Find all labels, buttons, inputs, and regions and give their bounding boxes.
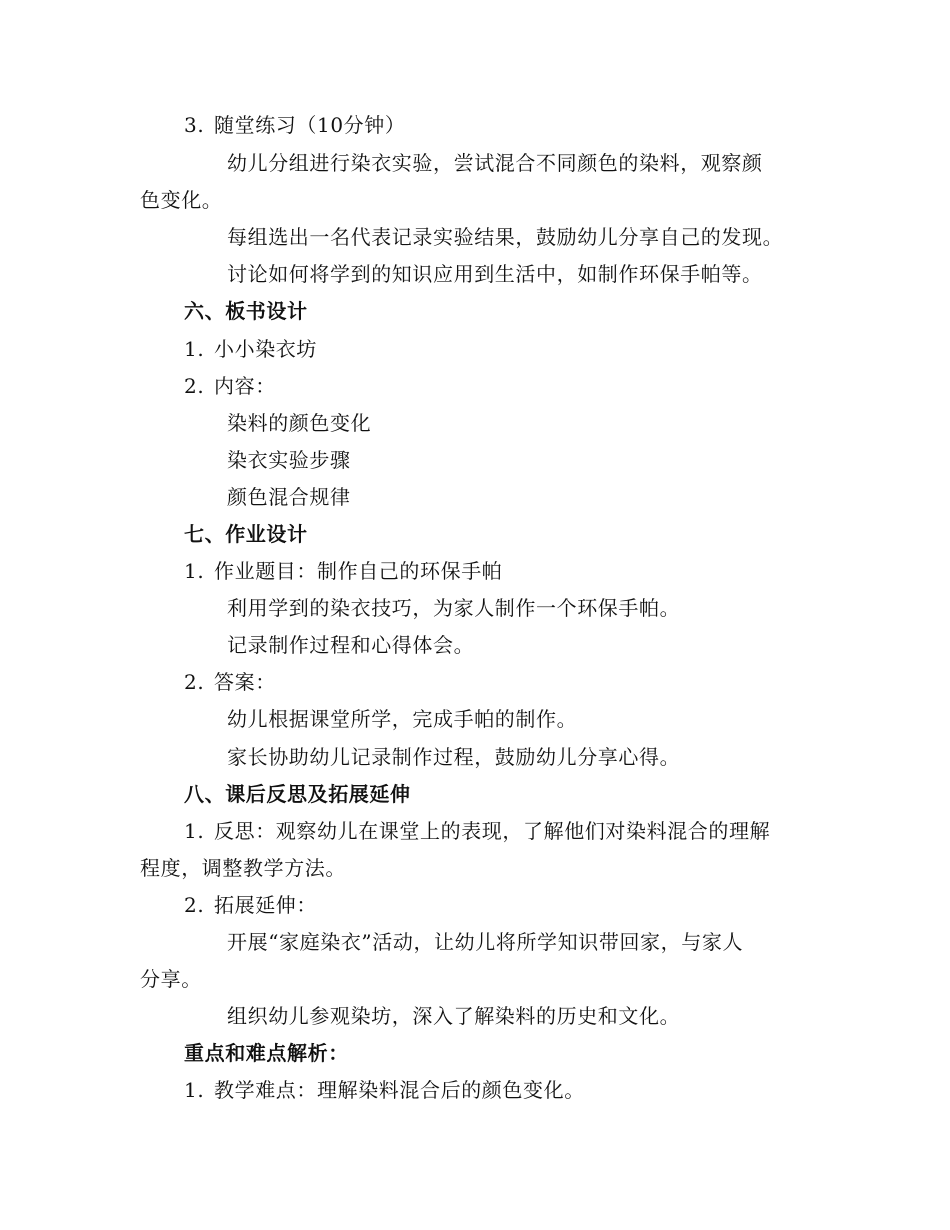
item-number: 2.: [184, 893, 205, 917]
line-text: 幼儿根据课堂所学，完成手帕的制作。: [227, 707, 578, 731]
section-heading: [184, 299, 308, 323]
line-text: 答案：: [214, 670, 276, 694]
paragraph-line: [227, 707, 577, 731]
line-text: 家长协助幼儿记录制作过程，鼓励幼儿分享心得。: [227, 745, 681, 769]
item-number: 1.: [184, 819, 205, 843]
section-heading: [184, 782, 411, 806]
item-number: 1.: [184, 559, 205, 583]
paragraph-line: [227, 411, 371, 435]
paragraph-line: [140, 967, 202, 991]
numbered-item: [184, 559, 502, 583]
paragraph-line: [227, 633, 474, 657]
numbered-item: [184, 374, 276, 398]
line-text: 随堂练习（10分钟）: [214, 113, 406, 137]
numbered-item: [184, 113, 405, 137]
paragraph-line: [227, 151, 763, 175]
paragraph-line: [227, 1004, 680, 1028]
line-text: 反思：观察幼儿在课堂上的表现，了解他们对染料混合的理解: [214, 819, 771, 843]
line-text: 每组选出一名代表记录实验结果，鼓励幼儿分享自己的发现。: [227, 225, 784, 249]
line-text: 作业题目：制作自己的环保手帕: [214, 559, 503, 583]
line-text: 八、课后反思及拓展延伸: [184, 782, 411, 806]
line-text: 内容：: [214, 374, 276, 398]
item-number: 2.: [184, 374, 205, 398]
line-text: 颜色混合规律: [227, 485, 351, 509]
section-heading: [184, 1041, 349, 1065]
numbered-item: [184, 1078, 585, 1102]
paragraph-line: [140, 856, 346, 880]
line-text: 重点和难点解析：: [184, 1041, 349, 1065]
line-text: 六、板书设计: [184, 299, 308, 323]
line-text: 开展“家庭染衣”活动，让幼儿将所学知识带回家，与家人: [227, 930, 744, 954]
line-text: 教学难点：理解染料混合后的颜色变化。: [214, 1078, 585, 1102]
line-text: 讨论如何将学到的知识应用到生活中，如制作环保手帕等。: [227, 262, 763, 286]
item-number: 2.: [184, 670, 205, 694]
item-number: 3.: [184, 113, 205, 137]
paragraph-line: [227, 596, 680, 620]
line-text: 记录制作过程和心得体会。: [227, 633, 475, 657]
numbered-item: [184, 337, 317, 361]
numbered-item: [184, 819, 770, 843]
line-text: 分享。: [140, 967, 202, 991]
line-text: 幼儿分组进行染衣实验，尝试混合不同颜色的染料，观察颜: [227, 151, 763, 175]
line-text: 拓展延伸：: [214, 893, 317, 917]
item-number: 1.: [184, 1078, 205, 1102]
line-text: 染衣实验步骤: [227, 448, 351, 472]
paragraph-line: [227, 448, 351, 472]
paragraph-line: [227, 745, 680, 769]
paragraph-line: [140, 188, 222, 212]
paragraph-line: [227, 225, 783, 249]
line-text: 组织幼儿参观染坊，深入了解染料的历史和文化。: [227, 1004, 681, 1028]
line-text: 色变化。: [140, 188, 223, 212]
numbered-item: [184, 893, 317, 917]
section-heading: [184, 522, 308, 546]
line-text: 七、作业设计: [184, 522, 308, 546]
line-text: 利用学到的染衣技巧，为家人制作一个环保手帕。: [227, 596, 681, 620]
numbered-item: [184, 670, 276, 694]
line-text: 染料的颜色变化: [227, 411, 372, 435]
paragraph-line: [227, 930, 743, 954]
paragraph-line: [227, 262, 763, 286]
line-text: 小小染衣坊: [214, 337, 317, 361]
paragraph-line: [227, 485, 351, 509]
line-text: 程度，调整教学方法。: [140, 856, 346, 880]
item-number: 1.: [184, 337, 205, 361]
